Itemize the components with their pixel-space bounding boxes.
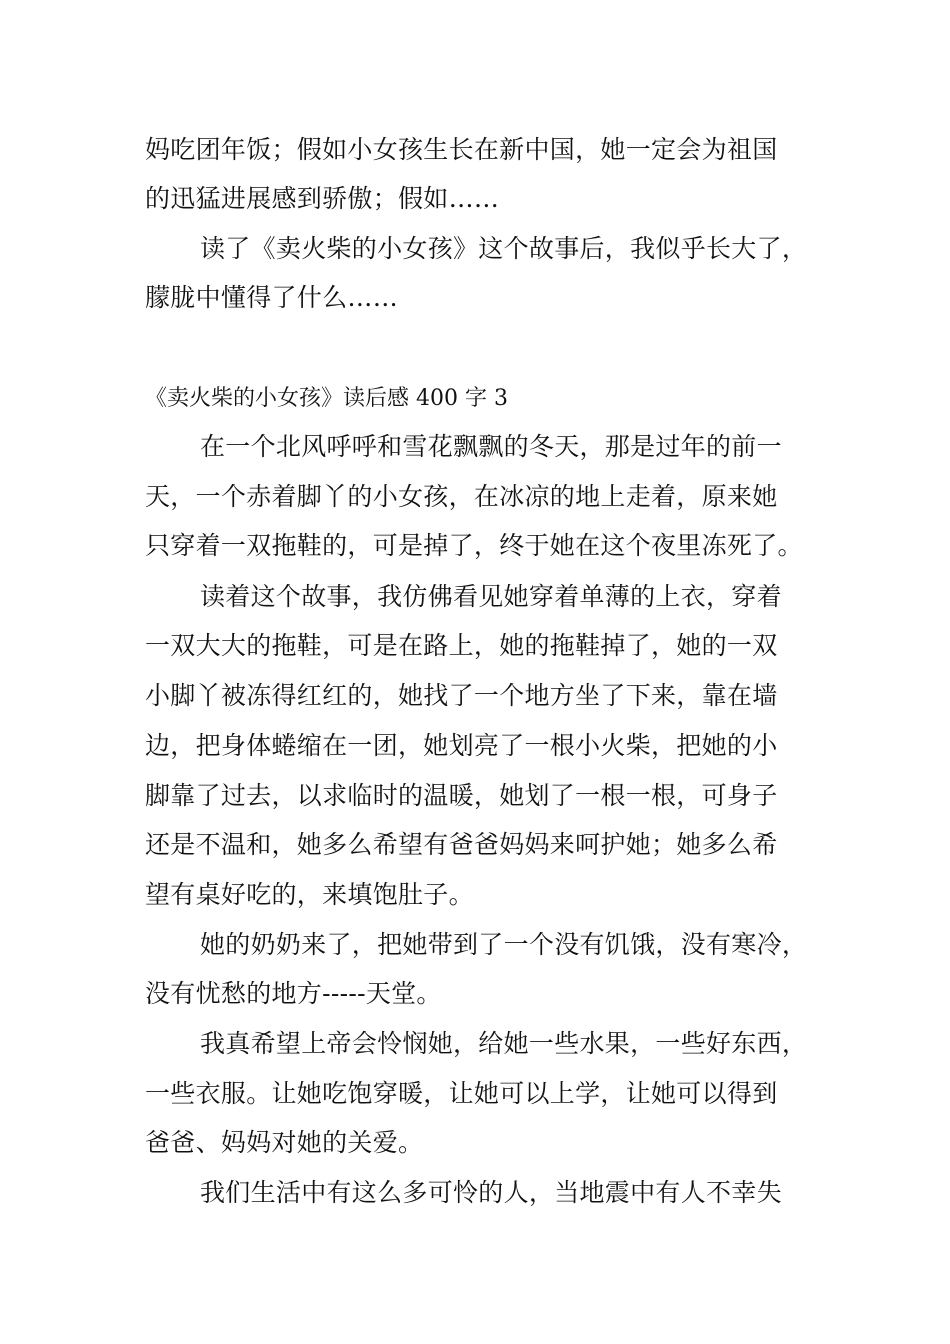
text-line: 没有忧愁的地方-----天堂。 [145,979,442,1008]
text-line: 一双大大的拖鞋，可是在路上，她的拖鞋掉了，她的一双 [145,631,778,660]
text-line: 天，一个赤着脚丫的小女孩，在冰凉的地上走着，原来她 [145,482,778,511]
text-line: 爸爸、妈妈对她的关爱。 [145,1128,424,1157]
text-line: 一些衣服。让她吃饱穿暖，让她可以上学，让她可以得到 [145,1079,778,1108]
text-line: 小脚丫被冻得红红的，她找了一个地方坐了下来，靠在墙 [145,681,778,710]
paragraph-start-line: 在一个北风呼呼和雪花飘飘的冬天，那是过年的前一 [200,432,782,461]
text-line: 还是不温和，她多么希望有爸爸妈妈来呵护她；她多么希 [145,830,778,859]
text-line: 脚靠了过去，以求临时的温暖，她划了一根一根，可身子 [145,781,778,810]
text-line: 朦胧中懂得了什么…… [145,283,399,312]
paragraph-start-line: 我们生活中有这么多可怜的人，当地震中有人不幸失 [200,1178,782,1207]
text-line: 望有桌好吃的，来填饱肚子。 [145,880,474,909]
section-title: 《卖火柴的小女孩》读后感 400 字 3 [145,386,508,411]
text-line: 边，把身体蜷缩在一团，她划亮了一根小火柴，把她的小 [145,731,778,760]
paragraph-start-line: 读着这个故事，我仿佛看见她穿着单薄的上衣，穿着 [200,582,782,611]
paragraph-start-line: 她的奶奶来了，把她带到了一个没有饥饿，没有寒冷， [200,930,808,959]
paragraph-start-line: 读了《卖火柴的小女孩》这个故事后，我似乎长大了， [200,234,808,263]
text-line: 的迅猛进展感到骄傲；假如…… [145,184,500,213]
paragraph-start-line: 我真希望上帝会怜悯她，给她一些水果，一些好东西， [200,1029,808,1058]
text-line: 妈吃团年饭；假如小女孩生长在新中国，她一定会为祖国 [145,135,778,164]
text-line: 只穿着一双拖鞋的，可是掉了，终于她在这个夜里冻死了。 [145,531,803,560]
